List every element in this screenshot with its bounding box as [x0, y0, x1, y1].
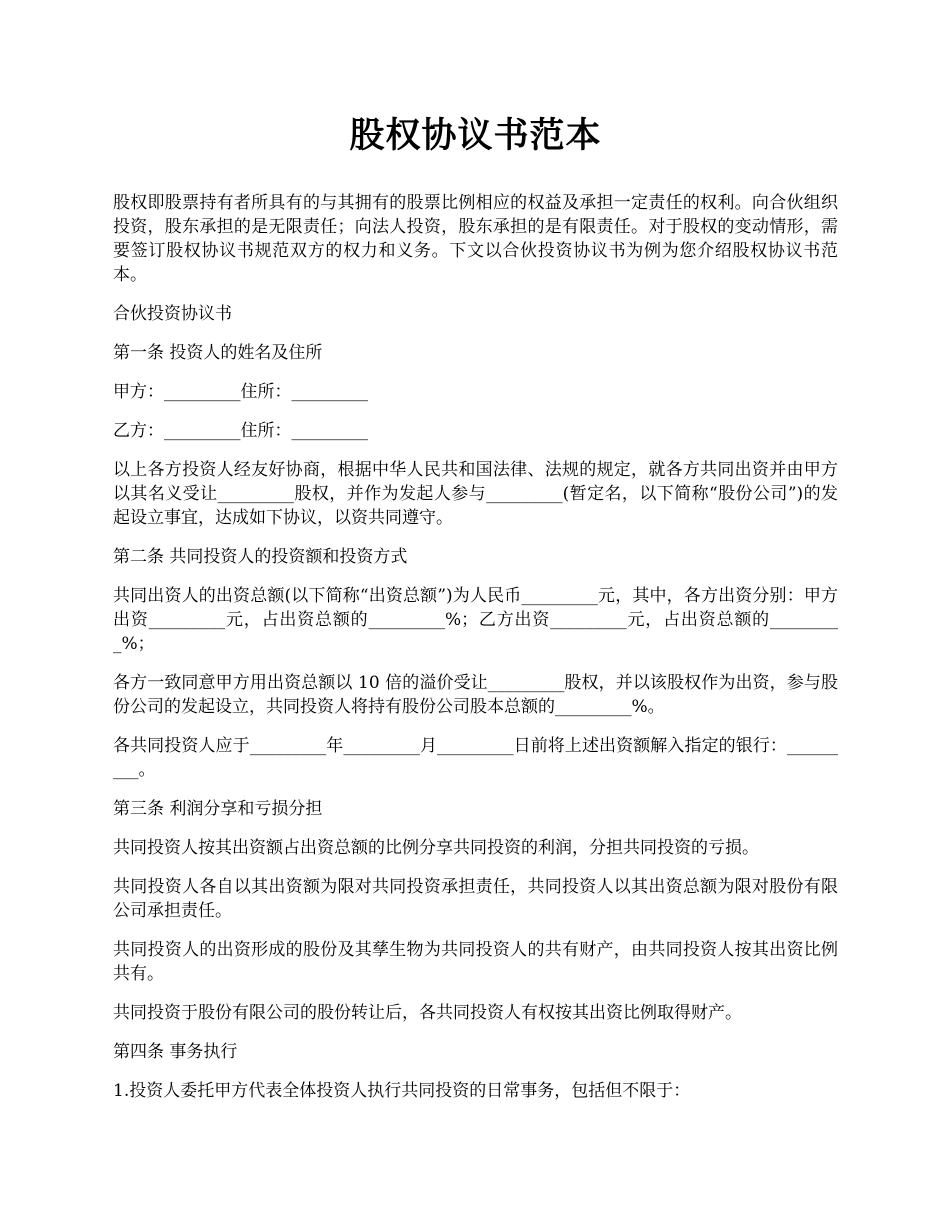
joint-property-paragraph: 共同投资人的出资形成的股份及其孳生物为共同投资人的共有财产，由共同投资人按其出资比例共有。 [113, 940, 838, 984]
party-b-line: 乙方：_________住所：_________ [113, 421, 368, 441]
article-2-heading: 第二条 共同投资人的投资额和投资方式 [113, 547, 408, 567]
article-3-heading: 第三条 利润分享和亏损分担 [113, 799, 323, 819]
contribution-paragraph: 共同出资人的出资总额(以下简称“出资总额”)为人民币_________元，其中，各方出资分别：甲方出资_________元，占出资总额的_________%；乙方出资_________元，占出资总额的_________%； [113, 586, 838, 654]
affairs-item-1: 1.投资人委托甲方代表全体投资人执行共同投资的日常事务，包括但不限于： [113, 1081, 691, 1101]
document-title: 股权协议书范本 [349, 115, 602, 156]
article-1-heading: 第一条 投资人的姓名及住所 [113, 343, 323, 363]
preamble-paragraph: 以上各方投资人经友好协商，根据中华人民共和国法律、法规的规定，就各方共同出资并由甲方以其名义受让_________股权，并作为发起人参与_________(暂定名，以下简称“股份公司”)的发起设立事宜，达成如下协议，以资共同遵守。 [113, 460, 838, 528]
article-4-heading: 第四条 事务执行 [113, 1042, 238, 1062]
agreement-heading: 合伙投资协议书 [113, 304, 232, 324]
liability-paragraph: 共同投资人各自以其出资额为限对共同投资承担责任，共同投资人以其出资总额为限对股份有限公司承担责任。 [113, 877, 838, 921]
payment-deadline-paragraph: 各共同投资人应于_________年_________月_________日前将上述出资额解入指定的银行：_________。 [113, 736, 838, 780]
profit-share-paragraph: 共同投资人按其出资额占出资总额的比例分享共同投资的利润，分担共同投资的亏损。 [113, 838, 759, 858]
premium-paragraph: 各方一致同意甲方用出资总额以 10 倍的溢价受让_________股权，并以该股权作为出资，参与股份公司的发起设立，共同投资人将持有股份公司股本总额的_________%。 [113, 673, 838, 717]
party-a-line: 甲方：_________住所：_________ [113, 382, 368, 402]
intro-paragraph: 股权即股票持有者所具有的与其拥有的股票比例相应的权益及承担一定责任的权利。向合伙组织投资，股东承担的是无限责任；向法人投资，股东承担的是有限责任。对于股权的变动情形，需要签订股权协议书规范双方的权力和义务。下文以合伙投资协议书为例为您介绍股权协议书范本。 [113, 193, 838, 285]
transfer-paragraph: 共同投资于股份有限公司的股份转让后，各共同投资人有权按其出资比例取得财产。 [113, 1003, 742, 1023]
